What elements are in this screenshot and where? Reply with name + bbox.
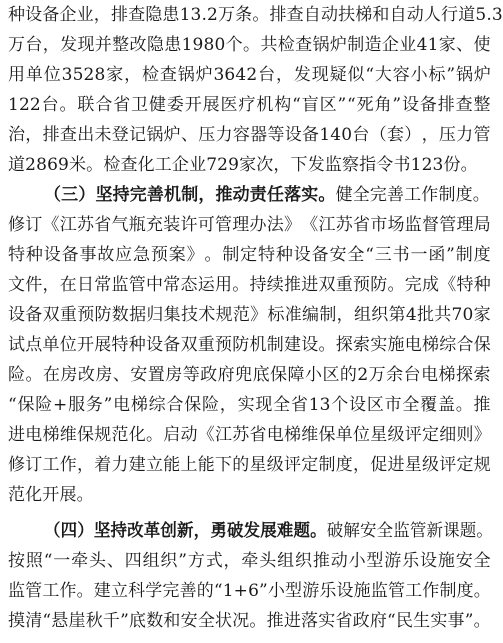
paragraph-line-5: 治 ， 排 查 出 未 登 记 锅 炉 、 压 力 容 器 等 设 备 140 台 （ 套 ） ， 压 力 管 — [8, 125, 491, 145]
paragraph-line-3: 用 单 位 3528 家 ， 检 查 锅 炉 3642 台 ， 发 现 疑 似 “ 大 容 小 标 ” 锅 炉 — [8, 65, 491, 85]
paragraph-line-16: 进 电 梯 维 保 规 范 化 。 启 动 《 江 苏 省 电 梯 维 保 单 位 星 级 评 定 细 则 》 — [8, 425, 491, 445]
paragraph-line-2: 万 台 ， 发 现 并 整 改 隐 患 1980 个 。 共 检 查 锅 炉 制 造 企 业 41 家 、 使 — [8, 35, 491, 55]
section-4-heading: （四）坚持改革创新，勇破发展难题。 — [44, 521, 327, 541]
paragraph-line-17: 修 订 工 作 ， 着 力 建 立 能 上 能 下 的 星 级 评 定 制 度 ， 促 进 星 级 评 定 规 — [8, 455, 491, 475]
paragraph-line-9: 修 订 《 江 苏 省 气 瓶 充 装 许 可 管 理 办 法 》 《 江 苏 省 市 场 监 督 管 理 局 — [8, 215, 491, 235]
section-4-line — [44, 516, 493, 546]
paragraph-line-18: 范化开展。 — [8, 485, 94, 505]
paragraph-line-1: 种 设 备 企 业 ， 排 查 隐 患 13.2 万 条 。 排 查 自 动 扶 梯 和 自 动 人 行 道 5.3 — [8, 5, 503, 25]
paragraph-line-6: 道2869米。检查化工企业729家次，下发监察指令书123份。 — [8, 155, 478, 175]
paragraph-line-22: 监 管 工 作 。 建 立 科 学 完 善 的 “ 1+6 ” 小 型 游 乐 设 施 监 管 工 作 制 度 。 — [8, 581, 491, 601]
paragraph-line-21: 按 照 “ 一 牵 头 、 四 组 织 ” 方 式 ， 牵 头 组 织 推 动 小 型 游 乐 设 施 安 全 — [8, 551, 491, 571]
paragraph-line-4: 122 台 。 联 合 省 卫 健 委 开 展 医 疗 机 构 “ 盲 区 ” “ 死 角 ” 设 备 排 查 整 — [8, 95, 491, 115]
paragraph-line-11: 文 件 ， 在 日 常 监 管 中 常 态 运 用 。 持 续 推 进 双 重 预 防 。 完 成 《 特 种 — [8, 275, 491, 295]
section-4-lead: 破解安全监管新课题。 — [326, 521, 494, 541]
paragraph-line-15: “ 保 险 + 服 务 ” 电 梯 综 合 保 险 ， 实 现 全 省 13 个 设 区 市 全 覆 盖 。 推 — [8, 395, 491, 415]
section-3-lead: 健全完善工作制度。 — [335, 185, 490, 205]
paragraph-line-14: 险 。 在 房 改 房 、 安 置 房 等 政 府 兜 底 保 障 小 区 的 2 万 余 台 电 梯 探 索 — [8, 365, 491, 385]
paragraph-line-10: 特 种 设 备 事 故 应 急 预 案 》 。 制 定 特 种 设 备 安 全 “ 三 书 一 函 ” 制 度 — [8, 245, 491, 265]
paragraph-line-12: 设 备 双 重 预 防 数 据 归 集 技 术 规 范 》 标 准 编 制 ， 组 织 第 4 批 共 70 家 — [8, 305, 491, 325]
section-3-line — [44, 180, 490, 210]
paragraph-line-13: 试 点 单 位 开 展 特 种 设 备 双 重 预 防 机 制 建 设 。 探 索 实 施 电 梯 综 合 保 — [8, 335, 491, 355]
section-3-heading: （三）坚持完善机制，推动责任落实。 — [44, 185, 336, 205]
paragraph-line-23: 摸 清 “ 悬 崖 秋 千 ” 底 数 和 安 全 状 况 。 推 进 落 实 省 政 府 “ 民 生 实 事 ” 。 — [8, 611, 491, 631]
